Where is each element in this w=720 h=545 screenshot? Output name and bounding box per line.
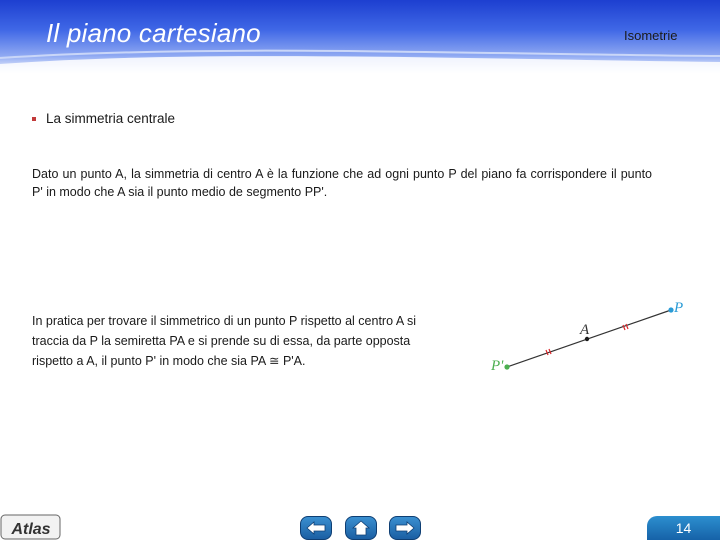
page-title: Il piano cartesiano xyxy=(46,18,261,48)
point-P xyxy=(668,307,673,312)
next-button[interactable] xyxy=(389,516,421,540)
bullet-icon xyxy=(32,117,36,121)
previous-button[interactable] xyxy=(300,516,332,540)
bullet-text: La simmetria centrale xyxy=(46,111,176,126)
symmetry-diagram xyxy=(480,290,690,380)
label-P-prime: P' xyxy=(491,358,504,374)
section-label: Isometrie xyxy=(624,28,678,43)
right-arrow-icon xyxy=(395,521,415,535)
label-A: A xyxy=(580,322,590,338)
atlas-logo xyxy=(0,513,62,540)
definition-paragraph: Dato un punto A, la simmetria di centro A è la funzione che ad ogni punto P del piano fa corrispondere il punto P' in modo che A sia il punto medio de segmento PP'. xyxy=(32,167,652,199)
svg-text:Atlas: Atlas xyxy=(11,521,51,538)
bullet-item xyxy=(32,111,175,126)
home-button[interactable] xyxy=(345,516,377,540)
header-bar xyxy=(0,0,720,74)
left-arrow-icon xyxy=(306,521,326,535)
home-icon xyxy=(351,520,371,536)
page-number: 14 xyxy=(647,516,720,540)
label-P: P xyxy=(674,300,684,316)
procedure-paragraph: In pratica per trovare il simmetrico di un punto P rispetto al centro A si traccia da P la semiretta PA e si prende su di essa, da parte opposta rispetto a A, il punto P' in modo che sia PA ≅ P'A. xyxy=(32,314,416,368)
point-P-prime xyxy=(504,364,509,369)
